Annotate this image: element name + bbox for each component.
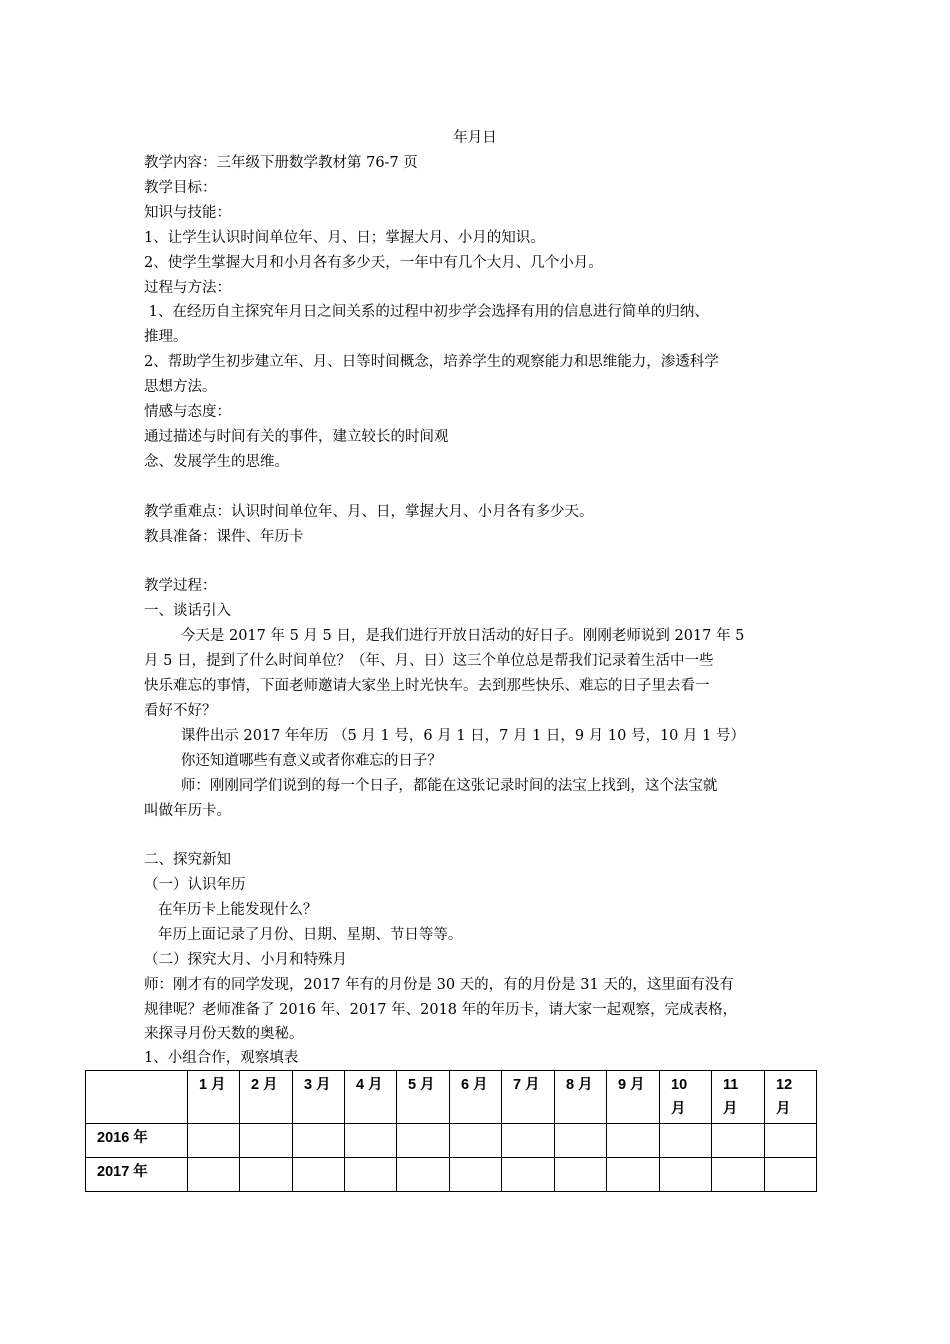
text-line: 通过描述与时间有关的事件，建立较长的时间观 bbox=[144, 429, 449, 445]
table-cell[interactable] bbox=[502, 1158, 555, 1192]
text-line: 来探寻月份天数的奥秘。 bbox=[144, 1026, 304, 1042]
section-heading: 二、探究新知 bbox=[144, 852, 231, 868]
table-cell[interactable] bbox=[293, 1158, 345, 1192]
text-line: 师：刚才有的同学发现，2017 年有的月份是 30 天的，有的月份是 31 天的，这里面有没有 bbox=[144, 977, 734, 993]
table-cell[interactable] bbox=[712, 1124, 765, 1158]
text-line: 教学目标： bbox=[144, 180, 217, 196]
text-line: 年历上面记录了月份、日期、星期、节日等等。 bbox=[144, 927, 463, 943]
table-cell[interactable] bbox=[345, 1124, 397, 1158]
subsection-heading: （一）认识年历 bbox=[144, 877, 246, 893]
text-line: 师：刚刚同学们说到的每一个日子，都能在这张记录时间的法宝上找到，这个法宝就 bbox=[144, 778, 718, 794]
month-days-table bbox=[85, 1070, 817, 1192]
text-line: 2、帮助学生初步建立年、月、日等时间概念，培养学生的观察能力和思维能力，渗透科学 bbox=[144, 354, 719, 370]
text-line: 今天是 2017 年 5 月 5 日，是我们进行开放日活动的好日子。刚刚老师说到 2017 年 5 bbox=[144, 628, 745, 644]
text-line: 快乐难忘的事情，下面老师邀请大家坐上时光快车。去到那些快乐、难忘的日子里去看一 bbox=[144, 678, 710, 694]
table-row bbox=[86, 1124, 817, 1158]
text-line: 规律呢？老师准备了 2016 年、2017 年、2018 年的年历卡，请大家一起观察，完成表格， bbox=[144, 1002, 738, 1018]
table-cell[interactable] bbox=[607, 1158, 660, 1192]
table-cell[interactable] bbox=[765, 1124, 817, 1158]
text-line: 你还知道哪些有意义或者你难忘的日子？ bbox=[144, 753, 442, 769]
table-cell[interactable] bbox=[293, 1124, 345, 1158]
month-header-cell: 1 月 bbox=[188, 1071, 240, 1124]
text-line: 2、使学生掌握大月和小月各有多少天，一年中有几个大月、几个小月。 bbox=[144, 255, 603, 271]
text-line: 在年历卡上能发现什么？ bbox=[144, 902, 318, 918]
text-line: 推理。 bbox=[144, 329, 188, 345]
text-line: 教具准备：课件、年历卡 bbox=[144, 529, 304, 545]
table-cell[interactable] bbox=[345, 1158, 397, 1192]
table-cell[interactable] bbox=[660, 1124, 712, 1158]
table-cell[interactable] bbox=[555, 1158, 607, 1192]
table-cell[interactable] bbox=[397, 1124, 450, 1158]
text-line: 思想方法。 bbox=[144, 379, 217, 395]
text-line: 教学过程： bbox=[144, 578, 217, 594]
text-line: 1、在经历自主探究年月日之间关系的过程中初步学会选择有用的信息进行简单的归纳、 bbox=[144, 304, 709, 320]
table-header-row bbox=[86, 1071, 817, 1124]
month-header-cell: 6 月 bbox=[450, 1071, 502, 1124]
month-header-cell: 5 月 bbox=[397, 1071, 450, 1124]
year-row-label: 2016 年 bbox=[86, 1124, 188, 1158]
text-line: 教学重难点：认识时间单位年、月、日，掌握大月、小月各有多少天。 bbox=[144, 504, 594, 520]
table-cell[interactable] bbox=[660, 1158, 712, 1192]
month-header-cell: 7 月 bbox=[502, 1071, 555, 1124]
text-line: 过程与方法： bbox=[144, 280, 231, 296]
table-cell[interactable] bbox=[397, 1158, 450, 1192]
text-line: 1、小组合作，观察填表 bbox=[144, 1050, 299, 1066]
month-header-cell: 11 月 bbox=[712, 1071, 765, 1124]
subsection-heading: （二）探究大月、小月和特殊月 bbox=[144, 952, 347, 968]
month-header-cell: 10 月 bbox=[660, 1071, 712, 1124]
table-cell[interactable] bbox=[240, 1124, 293, 1158]
text-line: 知识与技能： bbox=[144, 205, 231, 221]
table-cell[interactable] bbox=[765, 1158, 817, 1192]
table-cell[interactable] bbox=[607, 1124, 660, 1158]
month-header-cell: 9 月 bbox=[607, 1071, 660, 1124]
text-line: 情感与态度： bbox=[144, 404, 231, 420]
month-header-cell: 4 月 bbox=[345, 1071, 397, 1124]
table-cell[interactable] bbox=[712, 1158, 765, 1192]
text-line: 月 5 日，提到了什么时间单位？（年、月、日）这三个单位总是帮我们记录着生活中一些 bbox=[144, 653, 714, 669]
table-cell[interactable] bbox=[450, 1124, 502, 1158]
month-header-cell: 3 月 bbox=[293, 1071, 345, 1124]
table-cell[interactable] bbox=[188, 1158, 240, 1192]
text-line: 课件出示 2017 年年历 （5 月 1 号，6 月 1 日，7 月 1 日，9 月 10 号，10 月 1 号） bbox=[144, 728, 745, 744]
month-header-cell: 12 月 bbox=[765, 1071, 817, 1124]
section-heading: 一、谈话引入 bbox=[144, 603, 231, 619]
page-title: 年月日 bbox=[453, 130, 497, 146]
table-cell[interactable] bbox=[555, 1124, 607, 1158]
table-cell[interactable] bbox=[240, 1158, 293, 1192]
table-corner-cell bbox=[86, 1071, 188, 1124]
month-header-cell: 2 月 bbox=[240, 1071, 293, 1124]
text-line: 念、发展学生的思维。 bbox=[144, 454, 289, 470]
text-line: 教学内容：三年级下册数学教材第 76-7 页 bbox=[144, 155, 418, 171]
table-cell[interactable] bbox=[188, 1124, 240, 1158]
text-line: 看好不好？ bbox=[144, 703, 217, 719]
table-row bbox=[86, 1158, 817, 1192]
month-header-cell: 8 月 bbox=[555, 1071, 607, 1124]
table-cell[interactable] bbox=[502, 1124, 555, 1158]
year-row-label: 2017 年 bbox=[86, 1158, 188, 1192]
text-line: 叫做年历卡。 bbox=[144, 803, 231, 819]
text-line: 1、让学生认识时间单位年、月、日；掌握大月、小月的知识。 bbox=[144, 230, 545, 246]
table-cell[interactable] bbox=[450, 1158, 502, 1192]
